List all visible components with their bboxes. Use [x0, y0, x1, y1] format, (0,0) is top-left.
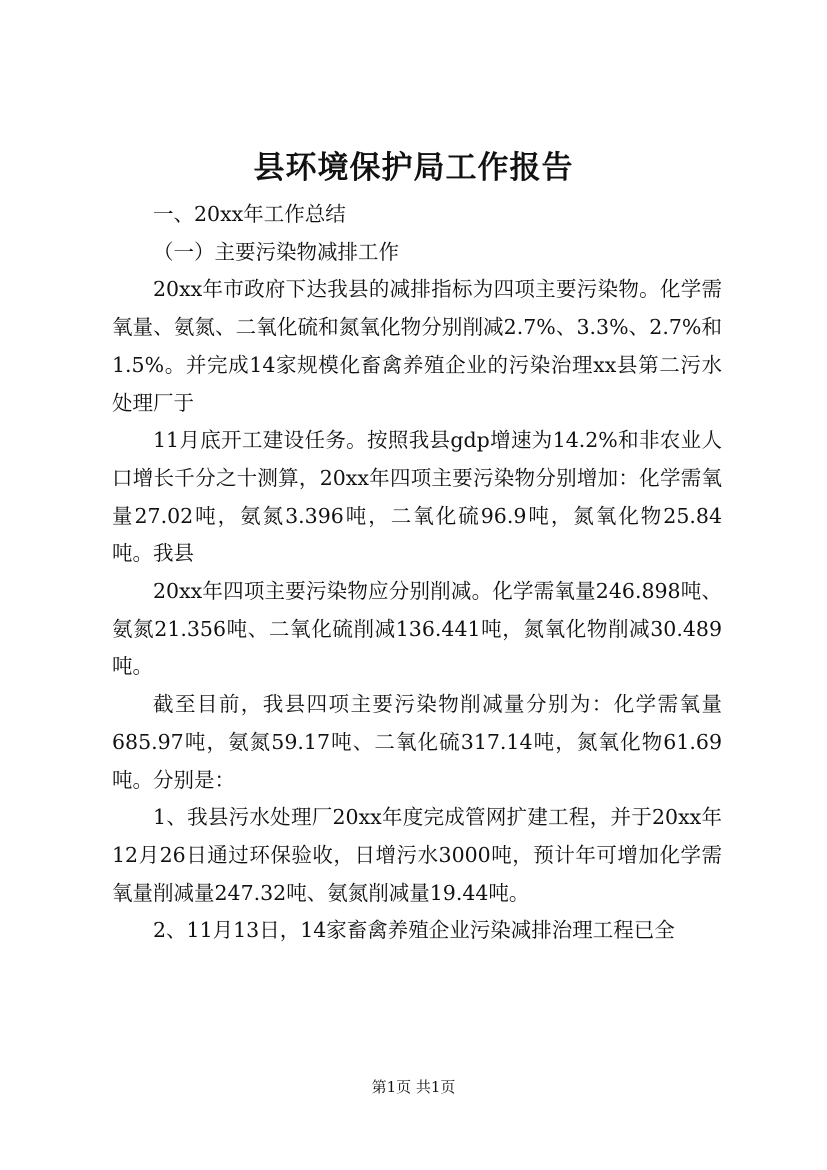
body-paragraph: 20xx年市政府下达我县的减排指标为四项主要污染物。化学需氧量、氨氮、二氧化硫和氮氧化物分别削减2.7%、3.3%、2.7%和1.5%。并完成14家规模化畜禽养殖企业的污染治理xx县第二污水处理厂于 [112, 277, 722, 415]
body-paragraph: 截至目前，我县四项主要污染物削减量分别为：化学需氧量685.97吨，氨氮59.17吨、二氧化硫317.14吨，氮氧化物61.69吨。分别是： [112, 692, 722, 792]
body-paragraph: 2、11月13日，14家畜禽养殖企业污染减排治理工程已全 [153, 918, 675, 943]
document-title: 县环境保护局工作报告 [253, 150, 574, 186]
body-paragraph: 11月底开工建设任务。按照我县gdp增速为14.2%和非农业人口增长千分之十测算，20xx年四项主要污染物分别增加：化学需氧量27.02吨，氨氮3.396吨，二氧化硫96.9吨，氮氧化物25.84吨。我县 [112, 428, 722, 566]
section-heading: 一、20xx年工作总结 [153, 202, 346, 226]
document-body [112, 196, 722, 950]
body-paragraph: 1、我县污水处理厂20xx年度完成管网扩建工程，并于20xx年12月26日通过环保验收，日增污水3000吨，预计年可增加化学需氧量削减量247.32吨、氨氮削减量19.44吨。 [112, 805, 722, 905]
subsection-heading: （一）主要污染物减排工作 [153, 239, 399, 264]
page-footer: 第1页 共1页 [371, 1078, 456, 1096]
body-paragraph: 20xx年四项主要污染物应分别削减。化学需氧量246.898吨、氨氮21.356吨、二氧化硫削减136.441吨，氮氧化物削减30.489吨。 [112, 579, 722, 679]
